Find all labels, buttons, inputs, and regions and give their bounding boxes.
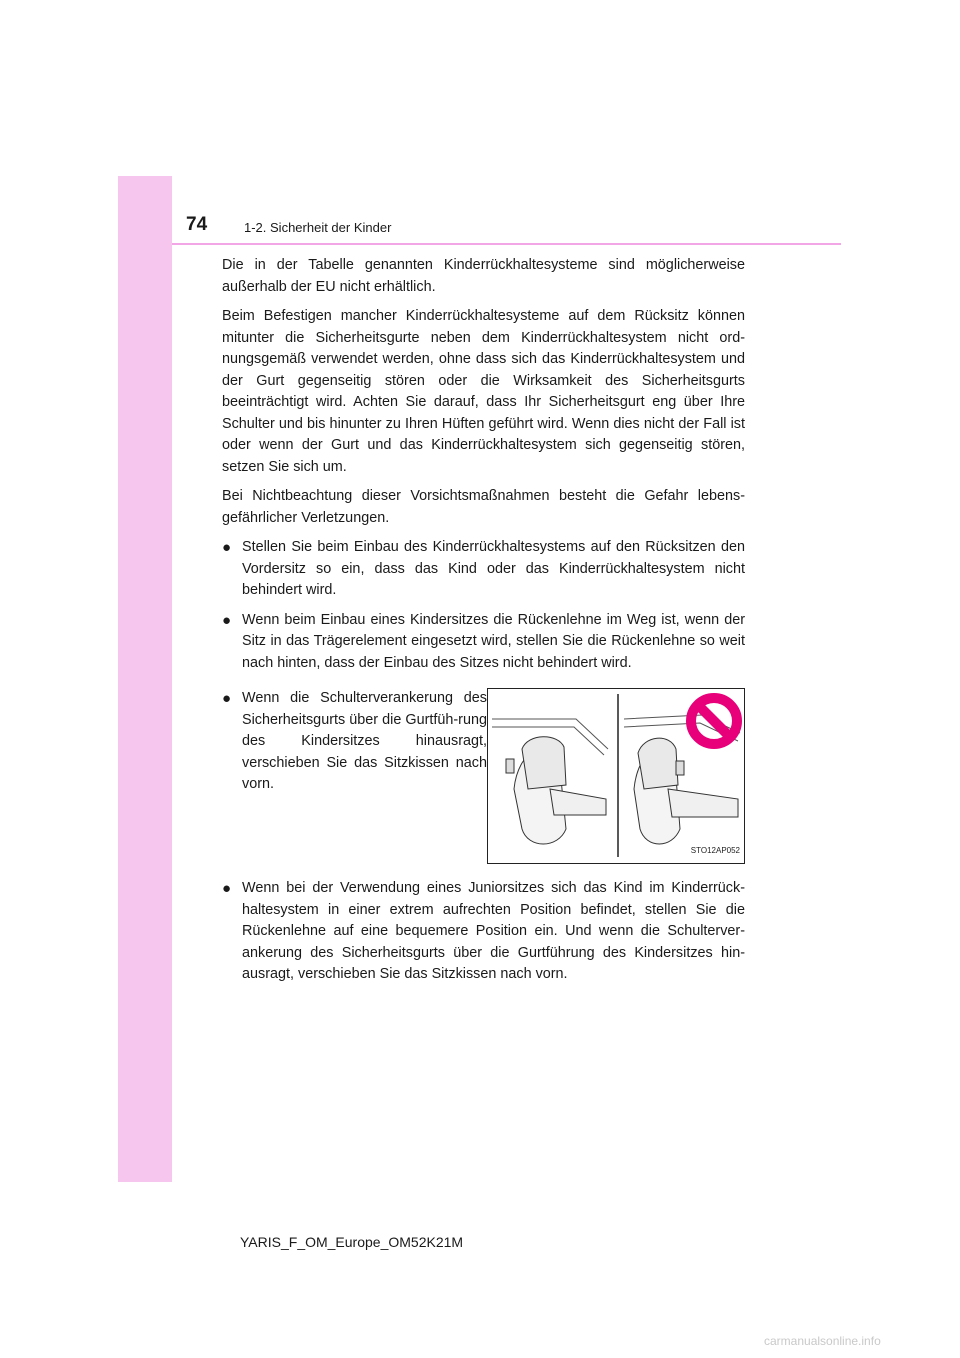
bullet-junior-seat [222, 878, 745, 986]
bullet-front-seat [222, 537, 745, 602]
paragraph-warning: Bei Nichtbeachtung dieser Vorsichtsmaßnahmen besteht die Gefahr lebens-gefährlicher Verletzungen. [222, 488, 745, 526]
bullet-text: Stellen Sie beim Einbau des Kinderrückhaltesystems auf den Rücksitzen den Vordersitz so ein, dass das Kind oder das Kinderrückhaltesystem nicht behindert wird. [242, 539, 745, 598]
sidebar-tab [118, 176, 172, 1182]
bullet-text: Wenn bei der Verwendung eines Juniorsitzes sich das Kind im Kinderrück-haltesystem in einer extrem aufrechten Position befindet, stellen Sie die Rückenlehne auf eine bequemere Position ein. Und wenn die Schulterver-ankerung des Sicherheitsgurts über die Gurtführung des Kindersitzes hin-ausragt, verschieben Sie das Sitzkissen nach vorn. [242, 880, 745, 982]
page-content [222, 255, 745, 994]
bullet-text: Wenn beim Einbau eines Kindersitzes die Rückenlehne im Weg ist, wenn der Sitz in das Trägerelement eingesetzt wird, stellen Sie die Rückenlehne so weit nach hinten, dass der Einbau des Sitzes nicht behindert wird. [242, 611, 745, 671]
bullet-dot-icon: ● [222, 539, 232, 556]
bullet-dot-icon: ● [222, 611, 232, 629]
footer-document-id: YARIS_F_OM_Europe_OM52K21M [240, 1234, 464, 1250]
bullet-text: Wenn die Schulterverankerung des Sicherheitsgurts über die Gurtfüh-rung des Kindersitzes hinausragt, verschieben Sie das Sitzkissen nach vorn. [242, 690, 487, 792]
section-title: 1-2. Sicherheit der Kinder [244, 220, 392, 235]
figure-row [222, 688, 745, 864]
paragraph-belt-interference: Beim Befestigen mancher Kinderrückhaltesysteme auf dem Rücksitz können mitunter die Sicherheitsgurte neben dem Kinderrückhaltesystem nicht ord-nungsgemäß verwendet werden, ohne dass sich das Kinderrückhaltesystem und der Gurt gegenseitig stören oder die Wirksamkeit des Sicherheitsgurts beeinträchtigt wird. Achten Sie darauf, dass Ihr Sicherheitsgurt eng über Ihre Schulter und bis hinunter zu Ihren Hüften geführt wird. Wenn dies nicht der Fall ist oder wenn der Gurt und das Kinderrückhaltesystem sich gegenseitig stören, setzen Sie sich um. [222, 308, 745, 475]
car-seat-drawing [488, 689, 744, 863]
bullet-dot-icon: ● [222, 880, 232, 897]
bullet-dot-icon: ● [222, 690, 232, 707]
page-number: 74 [186, 214, 208, 235]
watermark: carmanualsonline.info [764, 1334, 881, 1348]
header-rule [172, 243, 841, 245]
seat-illustration [487, 688, 745, 864]
bullet-seatback [222, 610, 745, 675]
bullet-seat-cushion [222, 688, 487, 796]
figure-code: STO12AP052 [690, 845, 740, 855]
prohibition-icon [691, 698, 737, 744]
paragraph-availability: Die in der Tabelle genannten Kinderrückhaltesysteme sind möglicherweise außerhalb der EU nicht erhältlich. [222, 257, 745, 295]
